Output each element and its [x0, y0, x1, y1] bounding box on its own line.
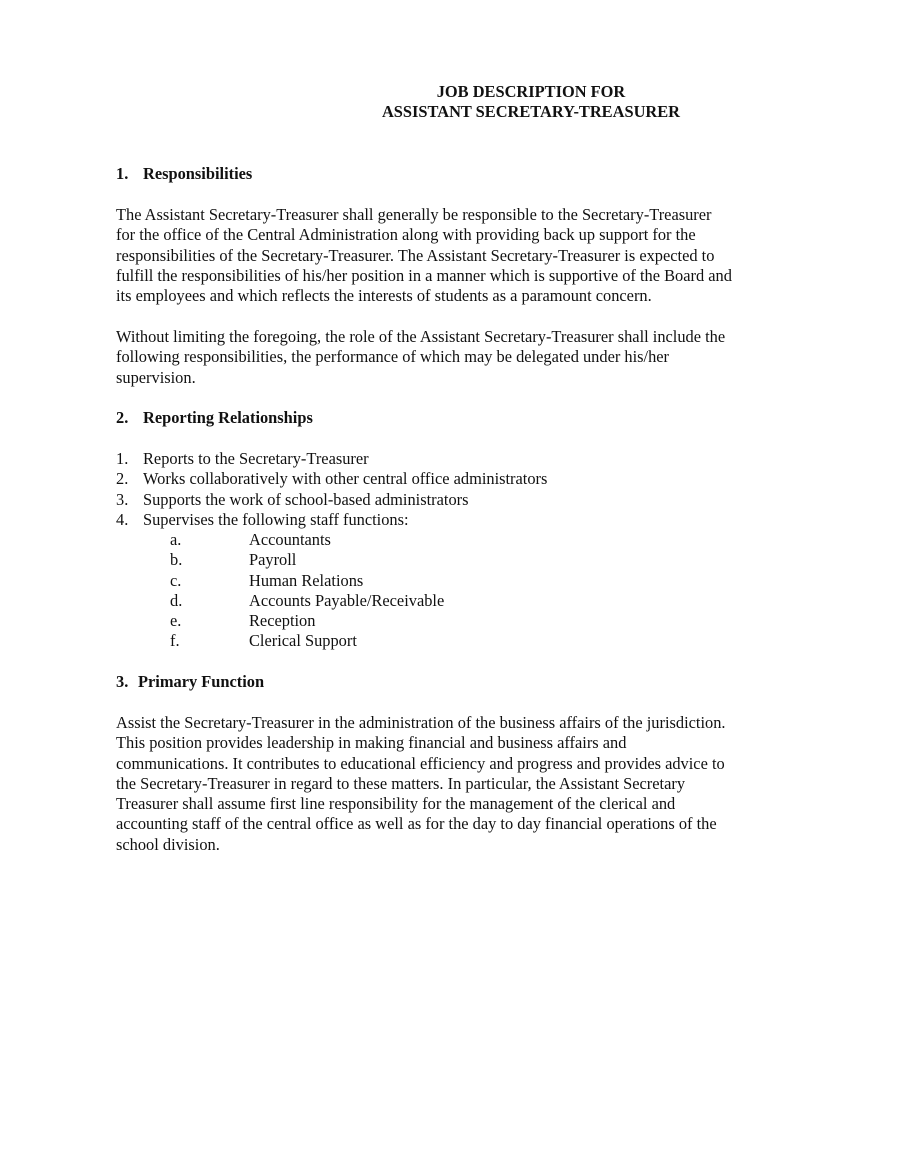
staff-function-text: Human Relations — [249, 570, 364, 590]
staff-function-letter: f. — [170, 631, 180, 651]
list-item — [116, 510, 547, 530]
staff-function-letter: e. — [170, 611, 182, 631]
staff-function-text: Clerical Support — [249, 631, 357, 651]
staff-function-text: Reception — [249, 611, 316, 631]
section-heading-primary-function — [116, 672, 264, 692]
list-item-number: 4. — [116, 509, 129, 529]
list-item-text: Works collaboratively with other central office administrators — [143, 469, 548, 489]
staff-function-text: Payroll — [249, 550, 297, 570]
section-number: 2. — [116, 408, 129, 427]
list-item-text: Supervises the following staff functions: — [143, 509, 409, 529]
list-item-number: 2. — [116, 469, 129, 489]
staff-function-letter: b. — [170, 550, 183, 570]
section-title: Reporting Relationships — [143, 408, 313, 427]
list-item — [116, 449, 547, 469]
section-number: 1. — [116, 164, 129, 183]
reporting-list — [116, 449, 547, 530]
staff-functions-list — [170, 530, 444, 652]
paragraph-line: responsibilities of the Secretary-Treasurer. The Assistant Secretary-Treasurer is expected to — [116, 245, 715, 265]
staff-function-text: Accountants — [249, 530, 331, 549]
paragraph-line: accounting staff of the central office as well as for the day to day financial operations of the — [116, 814, 717, 834]
responsibilities-paragraph-1 — [116, 205, 796, 306]
responsibilities-paragraph-2 — [116, 327, 796, 388]
paragraph-line: school division. — [116, 834, 220, 854]
list-item-text: Reports to the Secretary-Treasurer — [143, 449, 369, 468]
section-title: Primary Function — [138, 672, 265, 691]
list-item — [116, 490, 547, 510]
list-item-number: 1. — [116, 449, 129, 468]
staff-function-item — [170, 631, 444, 651]
staff-function-item — [170, 571, 444, 591]
paragraph-line: following responsibilities, the performance of which may be delegated under his/her — [116, 347, 670, 367]
paragraph-line: its employees and which reflects the interests of students as a paramount concern. — [116, 286, 652, 306]
staff-function-text: Accounts Payable/Receivable — [249, 590, 445, 610]
paragraph-line: the Secretary-Treasurer in regard to these matters. In particular, the Assistant Secretary — [116, 773, 686, 793]
section-heading-reporting — [116, 408, 313, 428]
paragraph-line: The Assistant Secretary-Treasurer shall generally be responsible to the Secretary-Treasurer — [116, 205, 712, 224]
paragraph-line: fulfill the responsibilities of his/her position in a manner which is supportive of the Board and — [116, 265, 732, 285]
staff-function-item — [170, 611, 444, 631]
list-item — [116, 469, 547, 489]
section-heading-responsibilities — [116, 164, 252, 184]
paragraph-line: Without limiting the foregoing, the role of the Assistant Secretary-Treasurer shall include the — [116, 327, 726, 346]
staff-function-letter: c. — [170, 570, 182, 590]
paragraph-line: This position provides leadership in making financial and business affairs and — [116, 733, 627, 753]
document-title-line2: ASSISTANT SECRETARY-TREASURER — [381, 102, 681, 121]
staff-function-item — [170, 550, 444, 570]
staff-function-item — [170, 591, 444, 611]
staff-function-item — [170, 530, 444, 550]
section-number: 3. — [116, 672, 129, 691]
list-item-text: Supports the work of school-based administrators — [143, 489, 469, 509]
paragraph-line: communications. It contributes to educational efficiency and progress and provides advice to — [116, 753, 725, 773]
paragraph-line: for the office of the Central Administration along with providing back up support for the — [116, 225, 696, 245]
paragraph-line: Treasurer shall assume first line responsibility for the management of the clerical and — [116, 794, 676, 814]
staff-function-letter: a. — [170, 530, 182, 549]
primary-function-paragraph — [116, 713, 796, 855]
document-title-line1: JOB DESCRIPTION FOR — [436, 82, 626, 101]
list-item-number: 3. — [116, 489, 129, 509]
paragraph-line: supervision. — [116, 367, 196, 387]
paragraph-line: Assist the Secretary-Treasurer in the administration of the business affairs of the jurisdiction. — [116, 713, 726, 732]
section-title: Responsibilities — [143, 164, 253, 183]
staff-function-letter: d. — [170, 590, 183, 610]
